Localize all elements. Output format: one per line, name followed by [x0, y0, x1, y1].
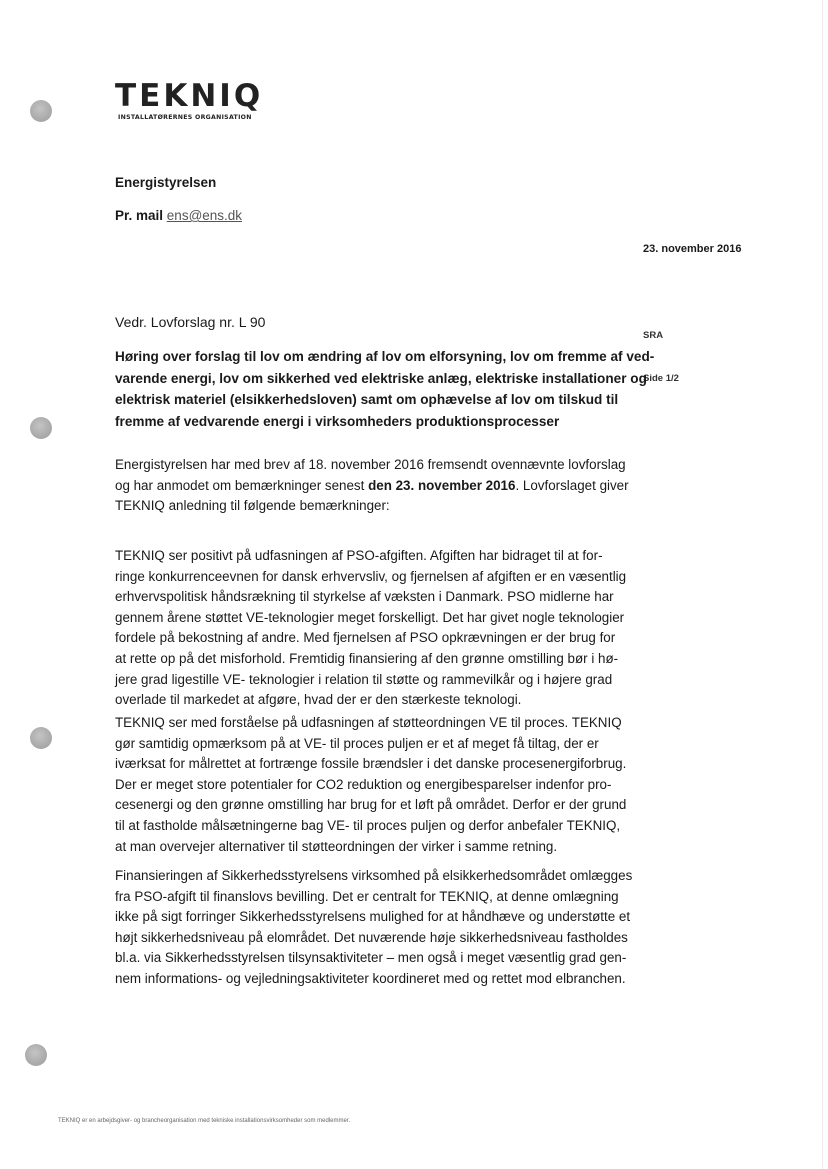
sender-initials: SRA: [643, 330, 664, 341]
scan-edge-line: [822, 0, 823, 1169]
email-link[interactable]: ens@ens.dk: [166, 208, 243, 223]
paragraph-line: nem informations- og vejledningsaktiviteter koordineret med og rettet mod elbranchen.: [115, 970, 626, 986]
paragraph-line: TEKNIQ ser med forståelse på udfasningen af støtteordningen VE til proces. TEKNIQ: [115, 715, 622, 730]
logo-wordmark: TEKNIQ: [115, 78, 264, 114]
paragraph-line: fordele på bekostning af andre. Med fjernelsen af PSO opkrævningen er der brug for: [115, 630, 616, 646]
paragraph-line: Finansieringen af Sikkerhedsstyrelsens virksomhed på elsikkerhedsområdet omlægges: [115, 868, 633, 883]
paragraph-ve-proces: [115, 713, 626, 857]
paragraph-sikkerhedsstyrelsen: [115, 866, 632, 990]
paragraph-line: at rette op på det misforhold. Fremtidig finansiering af den grønne omstilling bør i hø-: [115, 650, 619, 666]
intro-paragraph: [115, 455, 629, 517]
mail-line: [115, 208, 242, 223]
paragraph-line: ringe konkurrenceevnen for dansk erhvervsliv, og fjernelsen af afgiften er en væsentlig: [115, 568, 627, 584]
paragraph-line: erhvervspolitisk håndsrækning til styrkelse af væksten i Danmark. PSO midlerne har: [115, 589, 614, 605]
paragraph-pso: [115, 546, 626, 711]
paragraph-line: ikke på sigt forringer Sikkerhedsstyrelsens mulighed for at håndhæve og understøtte et: [115, 909, 631, 925]
paragraph-line: elektrisk materiel (elsikkerhedsloven) samt om ophævelse af lov om tilskud til: [115, 392, 619, 407]
paragraph-line: Der er meget store potentialer for CO2 reduktion og energibesparelser indenfor pro-: [115, 776, 612, 792]
punch-hole: [25, 1044, 47, 1066]
letter-heading: [115, 346, 654, 432]
paragraph-line: TEKNIQ anledning til følgende bemærkninger:: [115, 498, 390, 514]
paragraph-line: iværksat for målrettet at fortrænge fossile brændsler i det danske procesenergiforbrug.: [115, 756, 627, 772]
paragraph-line: at man overvejer alternativer til støtteordningen der virker i samme retning.: [115, 838, 558, 854]
paragraph-line: overlade til markedet at afgøre, hvad der er den stærkeste teknologi.: [115, 692, 522, 708]
footer-text: TEKNIQ er en arbejdsgiver- og brancheorganisation med tekniske installationsvirksomheder som medlemmer.: [58, 1118, 351, 1124]
paragraph-line: gennem årene støttet VE-teknologier meget forskelligt. Det har givet nogle teknologier: [115, 609, 625, 625]
paragraph-line: fra PSO-afgift til finanslovs bevilling. Det er centralt for TEKNIQ, at denne omlægning: [115, 888, 619, 904]
subject-line: Vedr. Lovforslag nr. L 90: [115, 314, 266, 330]
paragraph-line: gør samtidig opmærksom på at VE- til proces puljen er et af meget få tiltag, der er: [115, 735, 599, 751]
page-number: Side 1/2: [643, 373, 679, 384]
mail-prefix: Pr. mail: [115, 208, 164, 223]
paragraph-line: bl.a. via Sikkerhedsstyrelsen tilsynsaktiviteter – men også i meget væsentlig grad gen-: [115, 950, 627, 966]
paragraph-line: cesenergi og den grønne omstilling har brug for et løft på området. Derfor er der grund: [115, 797, 627, 813]
paragraph-line: TEKNIQ ser positivt på udfasningen af PSO-afgiften. Afgiften har bidraget til at for-: [115, 548, 603, 563]
text: og har anmodet om bemærkninger senest: [115, 477, 369, 493]
punch-hole: [30, 100, 52, 122]
paragraph-line: varende energi, lov om sikkerhed ved elektriske anlæg, elektriske installationer og: [115, 370, 647, 386]
recipient: Energistyrelsen: [115, 175, 217, 190]
paragraph-line: højt sikkerhedsniveau på elområdet. Det nuværende høje sikkerhedsniveau fastholdes: [115, 929, 628, 945]
text: . Lovforslaget giver: [515, 477, 629, 493]
logo-subtitle: INSTALLATØRERNES ORGANISATION: [118, 114, 252, 121]
deadline-bold: den 23. november 2016: [368, 477, 516, 493]
paragraph-line: til at fastholde målsætningerne bag VE- til proces puljen og derfor anbefaler TEKNIQ,: [115, 817, 621, 833]
paragraph-line: Energistyrelsen har med brev af 18. november 2016 fremsendt ovennævnte lovforslag: [115, 457, 626, 472]
tekniq-logo: [115, 80, 263, 121]
paragraph-line: fremme af vedvarende energi i virksomheders produktionsprocesser: [115, 413, 560, 429]
paragraph-line: [115, 476, 629, 497]
paragraph-line: Høring over forslag til lov om ændring af lov om elforsyning, lov om fremme af ved-: [115, 349, 655, 364]
paragraph-line: jere grad ligestille VE- teknologier i relation til støtte og rammevilkår og i højere grad: [115, 671, 613, 687]
punch-hole: [30, 417, 52, 439]
punch-hole: [30, 727, 52, 749]
letter-date: 23. november 2016: [643, 243, 742, 255]
